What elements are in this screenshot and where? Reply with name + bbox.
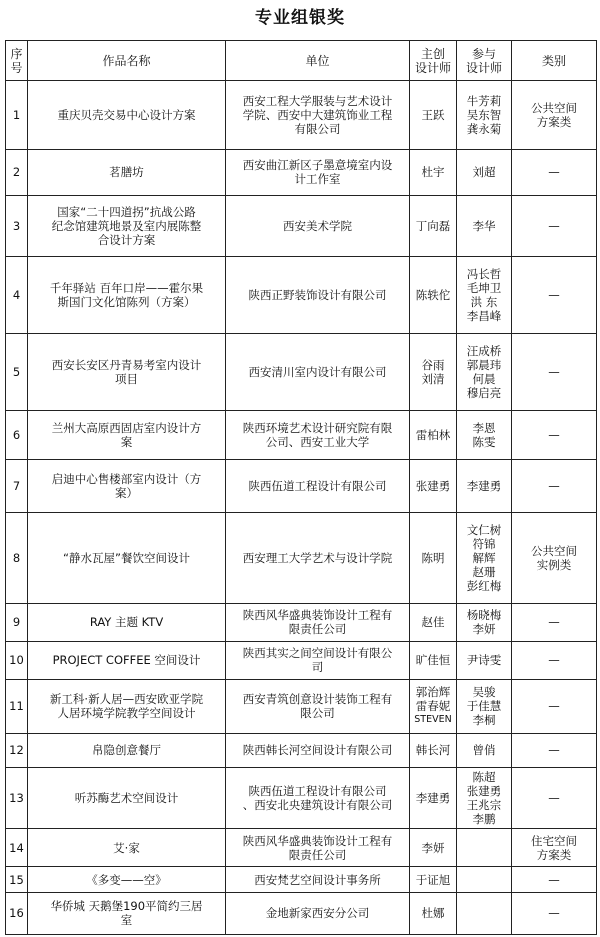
unit-name-cell xyxy=(226,768,410,829)
category-cell xyxy=(512,679,597,733)
participant-designers-cell xyxy=(457,195,512,256)
unit-name-cell xyxy=(226,733,410,768)
work-name-cell xyxy=(28,733,226,768)
participant-designers-cell xyxy=(457,867,512,892)
category-cell xyxy=(512,603,597,641)
work-name-cell xyxy=(28,892,226,934)
main-designer-line: 陈轶佗 xyxy=(415,288,451,302)
work-name-cell xyxy=(28,149,226,195)
participant-designers-line: 牛芳莉 xyxy=(466,93,502,108)
main-designer-cell xyxy=(410,513,457,604)
work-name-cell xyxy=(28,829,226,867)
work-name-line: 《多变——空》 xyxy=(86,872,167,887)
main-designer-line: 刘清 xyxy=(421,371,445,386)
main-designer-line: 谷雨 xyxy=(421,357,445,372)
category-line: — xyxy=(548,872,560,887)
table-row xyxy=(6,81,597,150)
main-designer-cell xyxy=(410,81,457,150)
participant-designers-line: 李昌峰 xyxy=(466,309,502,323)
work-name-line: 兰州大高原西固店室内设计方 xyxy=(51,421,202,436)
participant-designers-line: 尹诗雯 xyxy=(466,653,502,668)
main-designer-line: 张建勇 xyxy=(415,479,451,494)
unit-name-cell xyxy=(226,195,410,256)
participant-designers-line: 毛坤卫 xyxy=(466,281,502,295)
header-no: 序 号 xyxy=(6,41,28,81)
unit-name-cell xyxy=(226,81,410,150)
row-number-cell: 16 xyxy=(6,892,28,934)
unit-name-line: 陕西正野装饰设计有限公司 xyxy=(248,288,387,302)
work-name-line: RAY 主题 KTV xyxy=(89,615,164,630)
participant-designers-line: 张建勇 xyxy=(466,784,502,799)
participant-designers-cell xyxy=(457,679,512,733)
category-line: — xyxy=(548,906,560,921)
category-cell xyxy=(512,333,597,410)
work-name-line: 纪念馆建筑地景及室内展陈整 xyxy=(51,218,202,233)
category-cell xyxy=(512,867,597,892)
row-number-cell: 13 xyxy=(6,768,28,829)
page-title: 专业组银奖 xyxy=(255,8,345,28)
row-number-cell: 9 xyxy=(6,603,28,641)
category-cell xyxy=(512,829,597,867)
category-cell xyxy=(512,257,597,334)
main-designer-line: 王跃 xyxy=(421,107,445,122)
unit-name-line: 西安理工大学艺术与设计学院 xyxy=(242,551,393,566)
participant-designers-line: 彭红梅 xyxy=(466,579,502,594)
table-row xyxy=(6,195,597,256)
main-designer-cell xyxy=(410,768,457,829)
unit-name-line: 司 xyxy=(311,660,324,675)
work-name-line: 听苏酶艺术空间设计 xyxy=(74,791,179,806)
participant-designers-line: 文仁树 xyxy=(466,523,502,538)
participant-designers-line: 吴骏 xyxy=(472,685,496,700)
table-row xyxy=(6,867,597,892)
main-designer-line: 韩长河 xyxy=(415,743,451,758)
unit-name-line: 限责任公司 xyxy=(288,622,347,637)
header-participants: 参与 设计师 xyxy=(457,41,512,81)
main-designer-cell xyxy=(410,733,457,768)
participant-designers-cell xyxy=(457,892,512,934)
participant-designers-cell xyxy=(457,513,512,604)
unit-name-cell xyxy=(226,257,410,334)
category-line: 方案类 xyxy=(536,847,572,862)
table-row xyxy=(6,892,597,934)
participant-designers-line: 曾俏 xyxy=(472,743,496,758)
unit-name-cell xyxy=(226,829,410,867)
work-name-line: 华侨城 天鹅堡190平简约三居 xyxy=(50,899,203,914)
participant-designers-cell xyxy=(457,410,512,460)
header-unit: 单位 xyxy=(226,41,410,81)
main-designer-cell xyxy=(410,333,457,410)
work-name-cell xyxy=(28,513,226,604)
awards-table xyxy=(5,40,597,935)
participant-designers-line: 赵珊 xyxy=(472,565,496,580)
work-name-line: 新工科·新人居—西安欧亚学院 xyxy=(49,692,204,707)
participant-designers-cell xyxy=(457,333,512,410)
participant-designers-cell xyxy=(457,149,512,195)
participant-designers-line: 刘超 xyxy=(472,165,496,180)
main-designer-line: 雷春妮 xyxy=(415,699,451,714)
category-line: 住宅空间 xyxy=(531,833,577,848)
table-row xyxy=(6,513,597,604)
unit-name-line: 西安美术学院 xyxy=(283,218,352,233)
main-designer-line: 丁向磊 xyxy=(415,218,451,233)
row-number-cell: 12 xyxy=(6,733,28,768)
unit-name-line: 陕西风华盛典装饰设计工程有 xyxy=(242,833,393,848)
participant-designers-line: 解辉 xyxy=(472,551,496,566)
unit-name-line: 西安工程大学服装与艺术设计 xyxy=(242,93,393,108)
row-number-cell: 15 xyxy=(6,867,28,892)
unit-name-cell xyxy=(226,892,410,934)
work-name-line: 斯国门文化馆陈列（方案） xyxy=(57,295,196,309)
participant-designers-cell xyxy=(457,733,512,768)
participant-designers-cell xyxy=(457,641,512,679)
table-row xyxy=(6,257,597,334)
work-name-line: 室 xyxy=(120,913,133,928)
category-line: 公共空间 xyxy=(531,100,577,115)
table-header-row xyxy=(6,41,597,81)
unit-name-cell xyxy=(226,333,410,410)
work-name-cell xyxy=(28,257,226,334)
row-number-cell: 11 xyxy=(6,679,28,733)
category-cell xyxy=(512,410,597,460)
work-name-line: 案 xyxy=(120,435,133,450)
category-line: — xyxy=(548,165,560,180)
table-row xyxy=(6,410,597,460)
participant-designers-cell xyxy=(457,81,512,150)
main-designer-line: 雷柏林 xyxy=(415,428,451,443)
main-designer-cell xyxy=(410,641,457,679)
unit-name-cell xyxy=(226,460,410,513)
participant-designers-line: 符锦 xyxy=(472,537,496,552)
unit-name-line: 、西安北央建筑设计有限公司 xyxy=(242,798,393,813)
work-name-line: 启迪中心售楼部室内设计（方 xyxy=(51,472,202,487)
unit-name-cell xyxy=(226,149,410,195)
category-line: — xyxy=(548,743,560,758)
category-line: 方案类 xyxy=(536,114,572,129)
participant-designers-line: 王兆宗 xyxy=(466,798,502,813)
table-row xyxy=(6,149,597,195)
main-designer-cell xyxy=(410,679,457,733)
main-designer-line: 旷佳恒 xyxy=(415,653,451,668)
unit-name-line: 陕西韩长河空间设计有限公司 xyxy=(242,743,393,758)
unit-name-line: 西安青筑创意设计装饰工程有 xyxy=(242,692,393,707)
category-line: — xyxy=(548,791,560,806)
work-name-line: 案） xyxy=(115,486,138,501)
main-designer-cell xyxy=(410,257,457,334)
main-designer-line: 杜娜 xyxy=(421,906,445,921)
work-name-line: 项目 xyxy=(115,371,138,386)
participant-designers-line: 何晨 xyxy=(472,371,496,386)
work-name-cell xyxy=(28,195,226,256)
row-number-cell: 6 xyxy=(6,410,28,460)
main-designer-cell xyxy=(410,410,457,460)
participant-designers-line: 李建勇 xyxy=(466,479,502,494)
unit-name-cell xyxy=(226,410,410,460)
work-name-cell xyxy=(28,641,226,679)
main-designer-cell xyxy=(410,603,457,641)
category-cell xyxy=(512,460,597,513)
unit-name-line: 计工作室 xyxy=(294,172,341,187)
unit-name-line: 陕西伍道工程设计有限公司 xyxy=(248,784,387,799)
table-row xyxy=(6,829,597,867)
row-number-cell: 10 xyxy=(6,641,28,679)
work-name-line: 艾·家 xyxy=(113,840,140,855)
unit-name-line: 限责任公司 xyxy=(288,847,347,862)
category-cell xyxy=(512,768,597,829)
header-category: 类别 xyxy=(512,41,597,81)
participant-designers-line: 杨晓梅 xyxy=(466,608,502,623)
category-cell xyxy=(512,513,597,604)
category-line: — xyxy=(548,615,560,630)
unit-name-line: 陕西其实之间空间设计有限公 xyxy=(242,646,393,661)
unit-name-cell xyxy=(226,641,410,679)
main-designer-line: 于证旭 xyxy=(415,872,451,887)
participant-designers-line: 郭晨玮 xyxy=(466,357,502,372)
row-number-cell: 3 xyxy=(6,195,28,256)
main-designer-line: STEVEN xyxy=(414,714,452,726)
main-designer-line: 杜宇 xyxy=(421,165,445,180)
participant-designers-line: 李妍 xyxy=(472,622,496,637)
unit-name-line: 有限公司 xyxy=(294,121,341,136)
unit-name-line: 限公司 xyxy=(300,706,335,721)
table-row xyxy=(6,679,597,733)
work-name-line: 人居环境学院教学空间设计 xyxy=(57,706,196,721)
unit-name-cell xyxy=(226,603,410,641)
unit-name-cell xyxy=(226,867,410,892)
participant-designers-cell xyxy=(457,257,512,334)
category-cell xyxy=(512,81,597,150)
main-designer-cell xyxy=(410,460,457,513)
row-number-cell: 14 xyxy=(6,829,28,867)
work-name-line: 重庆贝壳交易中心设计方案 xyxy=(57,107,196,122)
category-line: — xyxy=(548,364,560,379)
category-line: 公共空间 xyxy=(531,544,577,559)
work-name-line: PROJECT COFFEE 空间设计 xyxy=(52,653,201,668)
unit-name-cell xyxy=(226,679,410,733)
category-cell xyxy=(512,892,597,934)
main-designer-line: 李建勇 xyxy=(415,791,451,806)
category-cell xyxy=(512,149,597,195)
participant-designers-line: 李恩 xyxy=(472,421,496,436)
main-designer-line: 陈明 xyxy=(421,551,445,566)
participant-designers-line: 李华 xyxy=(472,218,496,233)
work-name-cell xyxy=(28,460,226,513)
participant-designers-line: 冯长哲 xyxy=(466,267,502,281)
category-cell xyxy=(512,195,597,256)
participant-designers-line: 于佳慧 xyxy=(466,699,502,714)
table-row xyxy=(6,641,597,679)
category-line: — xyxy=(548,699,560,714)
main-designer-cell xyxy=(410,149,457,195)
unit-name-line: 金地新家西安分公司 xyxy=(265,906,370,921)
work-name-line: 国家“二十四道拐”抗战公路 xyxy=(57,204,196,219)
category-line: — xyxy=(548,479,560,494)
category-cell xyxy=(512,733,597,768)
row-number-cell: 8 xyxy=(6,513,28,604)
unit-name-line: 学院、西安中大建筑饰业工程 xyxy=(242,107,393,122)
table-row xyxy=(6,733,597,768)
participant-designers-line: 洪 东 xyxy=(470,295,498,309)
participant-designers-line: 龚永菊 xyxy=(466,121,502,136)
category-cell xyxy=(512,641,597,679)
row-number-cell: 7 xyxy=(6,460,28,513)
participant-designers-cell xyxy=(457,603,512,641)
unit-name-line: 西安梵艺空间设计事务所 xyxy=(254,872,381,887)
participant-designers-line: 李桐 xyxy=(472,713,496,728)
category-line: — xyxy=(548,653,560,668)
main-designer-cell xyxy=(410,829,457,867)
table-row xyxy=(6,603,597,641)
row-number-cell: 4 xyxy=(6,257,28,334)
work-name-cell xyxy=(28,333,226,410)
row-number-cell: 1 xyxy=(6,81,28,150)
participant-designers-line: 李鹏 xyxy=(472,812,496,827)
main-designer-cell xyxy=(410,892,457,934)
main-designer-line: 李妍 xyxy=(421,840,445,855)
category-line: — xyxy=(548,218,560,233)
work-name-line: 千年驿站 百年口岸——霍尔果 xyxy=(49,281,204,295)
unit-name-line: 陕西环境艺术设计研究院有限 xyxy=(242,421,393,436)
unit-name-line: 陕西风华盛典装饰设计工程有 xyxy=(242,608,393,623)
work-name-cell xyxy=(28,768,226,829)
unit-name-line: 公司、西安工业大学 xyxy=(265,435,370,450)
work-name-line: 帛隐创意餐厅 xyxy=(92,743,161,758)
work-name-cell xyxy=(28,410,226,460)
participant-designers-line: 汪成桥 xyxy=(466,343,502,358)
unit-name-line: 西安曲江新区子墨意境室内设 xyxy=(242,158,393,173)
participant-designers-cell xyxy=(457,768,512,829)
participant-designers-cell xyxy=(457,829,512,867)
category-line: — xyxy=(548,428,560,443)
work-name-cell xyxy=(28,679,226,733)
unit-name-line: 西安清川室内设计有限公司 xyxy=(248,364,387,379)
work-name-line: 茗膳坊 xyxy=(109,165,144,180)
work-name-line: 合设计方案 xyxy=(97,232,156,247)
work-name-line: 西安长安区丹青易考室内设计 xyxy=(51,357,202,372)
main-designer-cell xyxy=(410,867,457,892)
header-work: 作品名称 xyxy=(28,41,226,81)
main-designer-line: 赵佳 xyxy=(421,615,445,630)
row-number-cell: 5 xyxy=(6,333,28,410)
row-number-cell: 2 xyxy=(6,149,28,195)
category-line: 实例类 xyxy=(536,558,572,573)
work-name-cell xyxy=(28,867,226,892)
participant-designers-line: 陈超 xyxy=(472,770,496,785)
table-row xyxy=(6,333,597,410)
participant-designers-cell xyxy=(457,460,512,513)
main-designer-line: 郭治辉 xyxy=(415,685,451,700)
unit-name-line: 陕西伍道工程设计有限公司 xyxy=(248,479,387,494)
work-name-line: “静水瓦屋”餐饮空间设计 xyxy=(63,551,190,566)
table-row xyxy=(6,460,597,513)
table-row xyxy=(6,768,597,829)
participant-designers-line: 穆启亮 xyxy=(466,385,502,400)
main-designer-cell xyxy=(410,195,457,256)
participant-designers-line: 吴东智 xyxy=(466,107,502,122)
unit-name-cell xyxy=(226,513,410,604)
participant-designers-line: 陈雯 xyxy=(472,435,496,450)
work-name-cell xyxy=(28,603,226,641)
header-main-designer: 主创 设计师 xyxy=(410,41,457,81)
work-name-cell xyxy=(28,81,226,150)
category-line: — xyxy=(548,288,560,302)
